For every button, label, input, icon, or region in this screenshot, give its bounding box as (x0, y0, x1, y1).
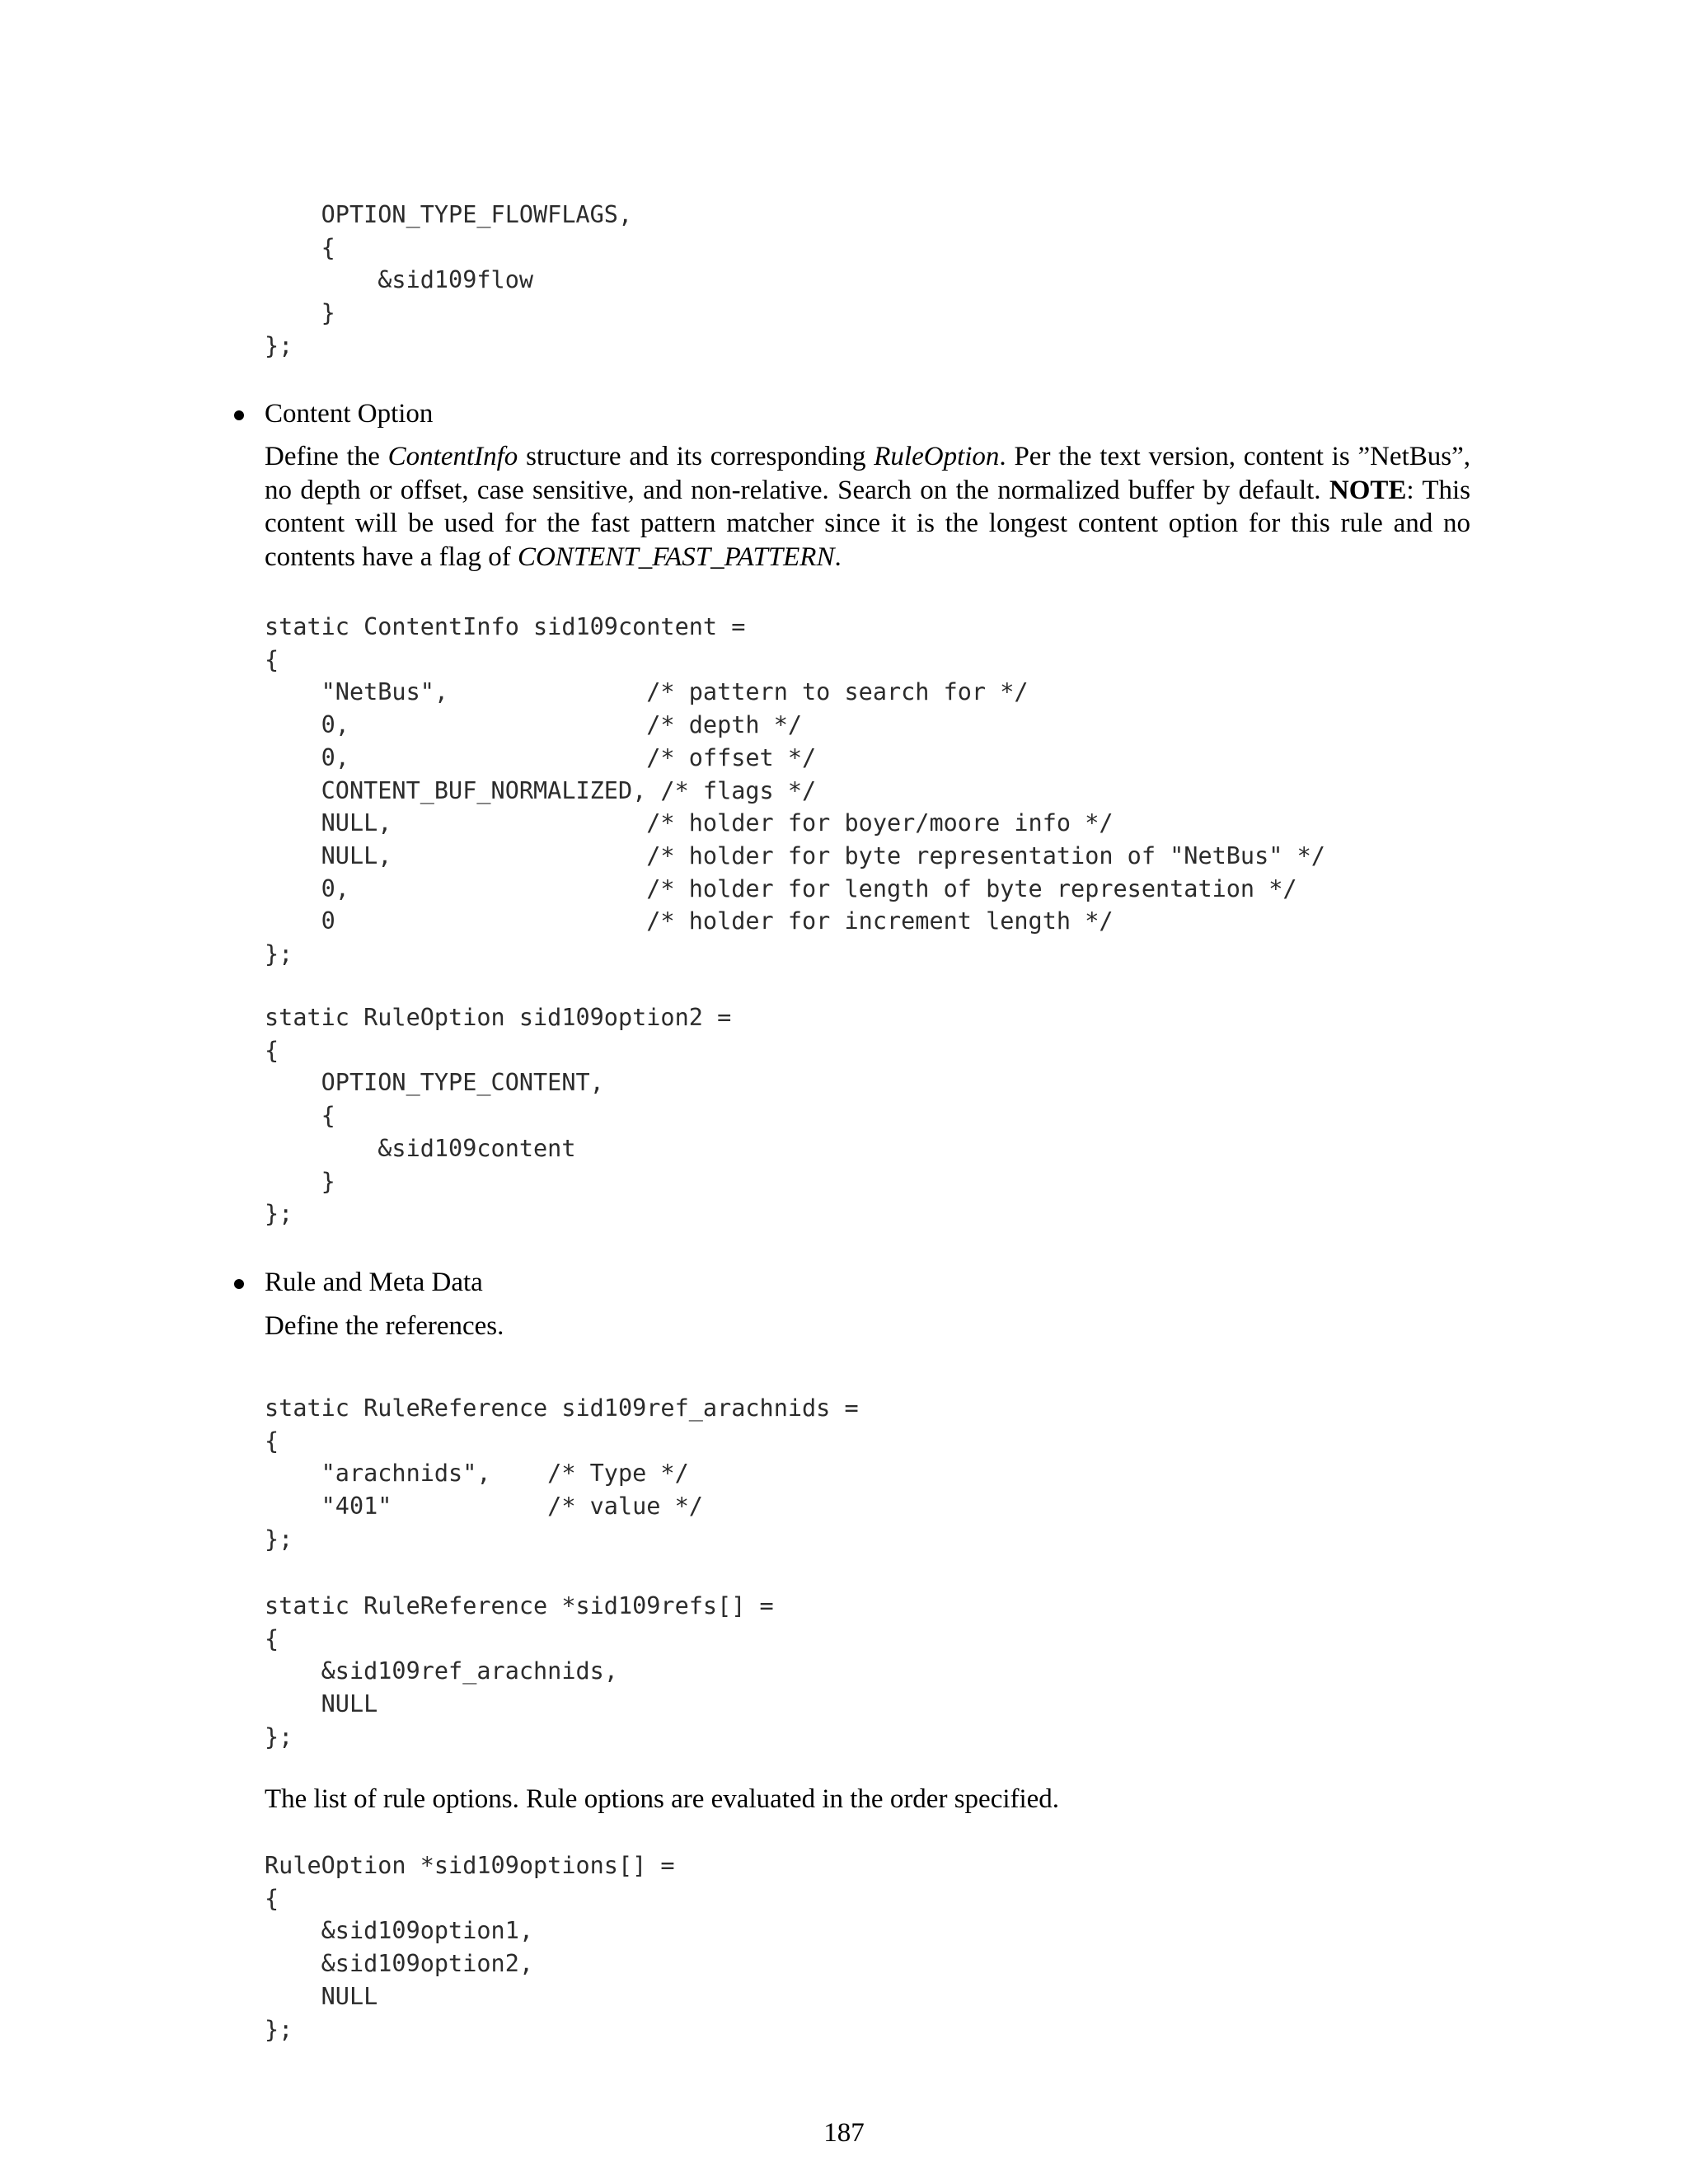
rule-options-intro-paragraph: The list of rule options. Rule options are evaluated in the order specified. (265, 1784, 1060, 1814)
bullet-rule-meta-label: Rule and Meta Data (265, 1268, 483, 1297)
code-block-rule-refs: static RuleReference *sid109refs[] = { &sid109ref_arachnids, NULL }; (265, 1592, 774, 1750)
code-block-flowflags-tail: OPTION_TYPE_FLOWFLAGS, { &sid109flow } }; (265, 201, 633, 359)
text-run: Define the (265, 442, 388, 471)
bullet-content-option (265, 397, 433, 430)
bullet-rule-meta-data (265, 1266, 483, 1299)
ruleoption-term: RuleOption (874, 442, 1000, 471)
code-block-content-info: static ContentInfo sid109content = { "NetBus", /* pattern to search for */ 0, /* depth */ 0, /* offset */ CONTENT_BUF_NORMALIZED, /* flags */ NULL, /* holder for boyer/moore info */ NULL, /* holder for byte representation of "NetBus" */ 0, /* holder for length of byte representation */ 0 /* holder for increment length */ }; (265, 613, 1325, 968)
references-intro-paragraph: Define the references. (265, 1311, 504, 1341)
text-run: . Per the text version, content is ”NetBus”, no depth or offset, case sensitive, and non-relative. Search on the normalized buffer by default. (265, 442, 1470, 505)
content-fast-pattern-term: CONTENT_FAST_PATTERN (517, 541, 835, 572)
content-option-paragraph (265, 440, 1470, 574)
note-label: NOTE (1329, 475, 1407, 505)
text-run: : This content will be used for the fast pattern matcher since it is the longest content option for this rule and no contents have a flag of (265, 475, 1470, 572)
text-run: . (834, 541, 842, 572)
code-block-rule-option2: static RuleOption sid109option2 = { OPTION_TYPE_CONTENT, { &sid109content } }; (265, 1004, 732, 1228)
code-block-rule-reference: static RuleReference sid109ref_arachnids = { "arachnids", /* Type */ "401" /* value */ }; (265, 1394, 859, 1553)
bullet-dot-icon (234, 1279, 244, 1289)
bullet-content-option-label: Content Option (265, 399, 434, 429)
code-block-rule-options: RuleOption *sid109options[] = { &sid109option1, &sid109option2, NULL }; (265, 1852, 675, 2043)
contentinfo-term: ContentInfo (387, 442, 518, 471)
page-number: 187 (823, 2118, 865, 2148)
text-run: structure and its corresponding (518, 442, 874, 471)
bullet-dot-icon (234, 410, 244, 420)
